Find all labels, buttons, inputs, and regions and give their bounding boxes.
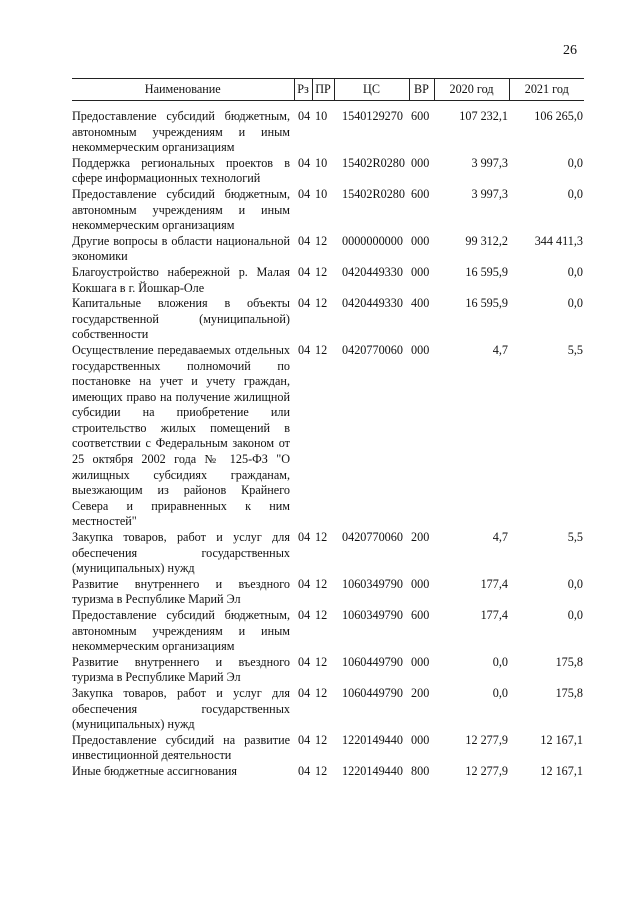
row-pr-cell: 12 (315, 654, 328, 669)
row-cs-cell: 15402R0280 (342, 186, 405, 201)
row-rz-cell: 04 (298, 233, 311, 248)
row-rz-cell: 04 (298, 576, 311, 591)
table-row (72, 686, 584, 733)
row-name-cell: Предоставление субсидий бюджетным, автономным учреждениям и иным некоммерческим организациям (72, 186, 290, 233)
table-row (72, 265, 584, 296)
row-vr-cell: 600 (411, 608, 430, 622)
row-2021-cell: 0,0 (567, 264, 583, 279)
row-cs-cell: 1540129270 (342, 109, 403, 123)
header-pr: ПР (312, 79, 334, 101)
row-rz-cell: 04 (298, 732, 311, 747)
row-pr-cell: 12 (315, 576, 328, 591)
row-cs-cell: 1060349790 (342, 576, 403, 591)
table-row (72, 577, 584, 608)
row-name-cell: Предоставление субсидий на развитие инвестиционной деятельности (72, 732, 290, 763)
row-rz-cell: 04 (298, 264, 311, 279)
row-2021-cell: 0,0 (567, 296, 583, 311)
table-row (72, 733, 584, 764)
table-row (72, 234, 584, 265)
header-rz: Рз (294, 79, 312, 101)
table-row (72, 655, 584, 686)
row-cs-cell: 1060449790 (342, 654, 403, 669)
row-vr-cell: 000 (411, 264, 430, 279)
row-vr-cell: 800 (411, 763, 430, 778)
row-2021-cell: 0,0 (567, 186, 583, 201)
row-vr-cell: 600 (411, 109, 430, 123)
row-vr-cell: 000 (411, 233, 430, 248)
row-2020-cell: 4,7 (492, 530, 508, 545)
row-cs-cell: 0420770060 (342, 342, 403, 357)
table-body (72, 101, 584, 780)
row-2020-cell: 0,0 (492, 685, 508, 700)
row-rz-cell: 04 (298, 186, 311, 201)
row-vr-cell: 200 (411, 530, 430, 545)
row-2020-cell: 0,0 (492, 654, 508, 669)
row-cs-cell: 1220149440 (342, 763, 403, 778)
header-cs: ЦС (334, 79, 409, 101)
row-2020-cell: 4,7 (492, 342, 508, 357)
row-rz-cell: 04 (298, 530, 311, 545)
row-rz-cell: 04 (298, 342, 311, 357)
row-pr-cell: 10 (315, 155, 328, 170)
row-2021-cell: 12 167,1 (540, 763, 583, 778)
row-2020-cell: 12 277,9 (465, 732, 508, 747)
row-cs-cell: 1060449790 (342, 685, 403, 700)
row-2020-cell: 177,4 (480, 608, 508, 622)
row-vr-cell: 000 (411, 576, 430, 591)
row-pr-cell: 10 (315, 186, 328, 201)
budget-table (72, 78, 584, 780)
row-pr-cell: 10 (315, 109, 328, 123)
row-2021-cell: 5,5 (567, 530, 583, 545)
row-pr-cell: 12 (315, 342, 328, 357)
row-vr-cell: 000 (411, 155, 430, 170)
row-name-cell: Предоставление субсидий бюджетным, автономным учреждениям и иным некоммерческим организациям (72, 608, 290, 654)
table-row (72, 530, 584, 577)
row-cs-cell: 0420449330 (342, 264, 403, 279)
row-2021-cell: 5,5 (567, 342, 583, 357)
table-row (72, 156, 584, 187)
row-rz-cell: 04 (298, 685, 311, 700)
row-name-cell: Капитальные вложения в объекты государственной (муниципальной) собственности (72, 296, 290, 342)
row-rz-cell: 04 (298, 763, 311, 778)
row-pr-cell: 12 (315, 763, 328, 778)
row-cs-cell: 0420449330 (342, 296, 403, 311)
table-row (72, 187, 584, 234)
row-pr-cell: 12 (315, 732, 328, 747)
row-2020-cell: 12 277,9 (465, 763, 508, 778)
row-pr-cell: 12 (315, 233, 328, 248)
table-row (72, 101, 584, 156)
row-2020-cell: 99 312,2 (465, 233, 508, 248)
row-name-cell: Закупка товаров, работ и услуг для обеспечения государственных (муниципальных) нужд (72, 530, 290, 576)
row-vr-cell: 200 (411, 685, 430, 700)
page-number: 26 (563, 43, 577, 58)
row-2020-cell: 3 997,3 (471, 155, 508, 170)
row-name-cell: Закупка товаров, работ и услуг для обеспечения государственных (муниципальных) нужд (72, 685, 290, 732)
row-pr-cell: 12 (315, 685, 328, 700)
row-name-cell: Иные бюджетные ассигнования (72, 763, 238, 778)
row-vr-cell: 400 (411, 296, 430, 311)
row-vr-cell: 000 (411, 654, 430, 669)
row-pr-cell: 12 (315, 608, 328, 622)
row-2021-cell: 175,8 (555, 654, 583, 669)
row-2020-cell: 16 595,9 (465, 264, 508, 279)
row-2020-cell: 177,4 (480, 576, 508, 591)
row-2021-cell: 175,8 (555, 685, 583, 700)
row-2021-cell: 0,0 (567, 608, 583, 622)
row-cs-cell: 15402R0280 (342, 155, 405, 170)
row-rz-cell: 04 (298, 654, 311, 669)
row-cs-cell: 0420770060 (342, 530, 403, 545)
row-2021-cell: 0,0 (567, 576, 583, 591)
header-2020: 2020 год (434, 79, 509, 101)
header-name: Наименование (72, 79, 294, 101)
row-rz-cell: 04 (298, 608, 311, 622)
table-row (72, 608, 584, 655)
row-rz-cell: 04 (298, 296, 311, 311)
row-name-cell: Благоустройство набережной р. Малая Кокшага в г. Йошкар-Оле (72, 264, 290, 295)
row-pr-cell: 12 (315, 264, 328, 279)
row-pr-cell: 12 (315, 296, 328, 311)
row-cs-cell: 1220149440 (342, 732, 403, 747)
row-name-cell: Развитие внутреннего и въездного туризма в Республике Марий Эл (72, 654, 290, 685)
row-rz-cell: 04 (298, 155, 311, 170)
row-2020-cell: 3 997,3 (471, 186, 508, 201)
row-name-cell: Осуществление передаваемых отдельных государственных полномочий по постановке на учет и учету граждан, имеющих право на получение жилищной субсидии на приобретение или строительство жилых помещений в соответствии с Федеральным законом от 25 октября 2002 года № 125-ФЗ "О жилищных субсидиях гражданам, выезжающим из районов Крайнего Севера и приравненных к ним местностей" (72, 342, 290, 529)
row-vr-cell: 000 (411, 342, 430, 357)
row-rz-cell: 04 (298, 109, 311, 123)
row-2021-cell: 0,0 (567, 155, 583, 170)
table-row (72, 296, 584, 343)
row-2021-cell: 12 167,1 (540, 732, 583, 747)
header-vr: ВР (409, 79, 434, 101)
row-name-cell: Предоставление субсидий бюджетным, автономным учреждениям и иным некоммерческим организациям (72, 109, 290, 155)
row-cs-cell: 0000000000 (342, 233, 403, 248)
header-2021: 2021 год (509, 79, 584, 101)
table-row (72, 764, 584, 780)
row-name-cell: Поддержка региональных проектов в сфере информационных технологий (72, 155, 290, 186)
table-header (72, 79, 584, 101)
row-cs-cell: 1060349790 (342, 608, 403, 622)
row-2020-cell: 16 595,9 (465, 296, 508, 311)
table-row (72, 343, 584, 530)
row-2021-cell: 106 265,0 (534, 109, 583, 123)
row-name-cell: Другие вопросы в области национальной экономики (72, 233, 290, 264)
row-2020-cell: 107 232,1 (459, 109, 508, 123)
row-vr-cell: 000 (411, 732, 430, 747)
row-vr-cell: 600 (411, 186, 430, 201)
row-name-cell: Развитие внутреннего и въездного туризма в Республике Марий Эл (72, 576, 290, 607)
row-2021-cell: 344 411,3 (534, 233, 583, 248)
row-pr-cell: 12 (315, 530, 328, 545)
